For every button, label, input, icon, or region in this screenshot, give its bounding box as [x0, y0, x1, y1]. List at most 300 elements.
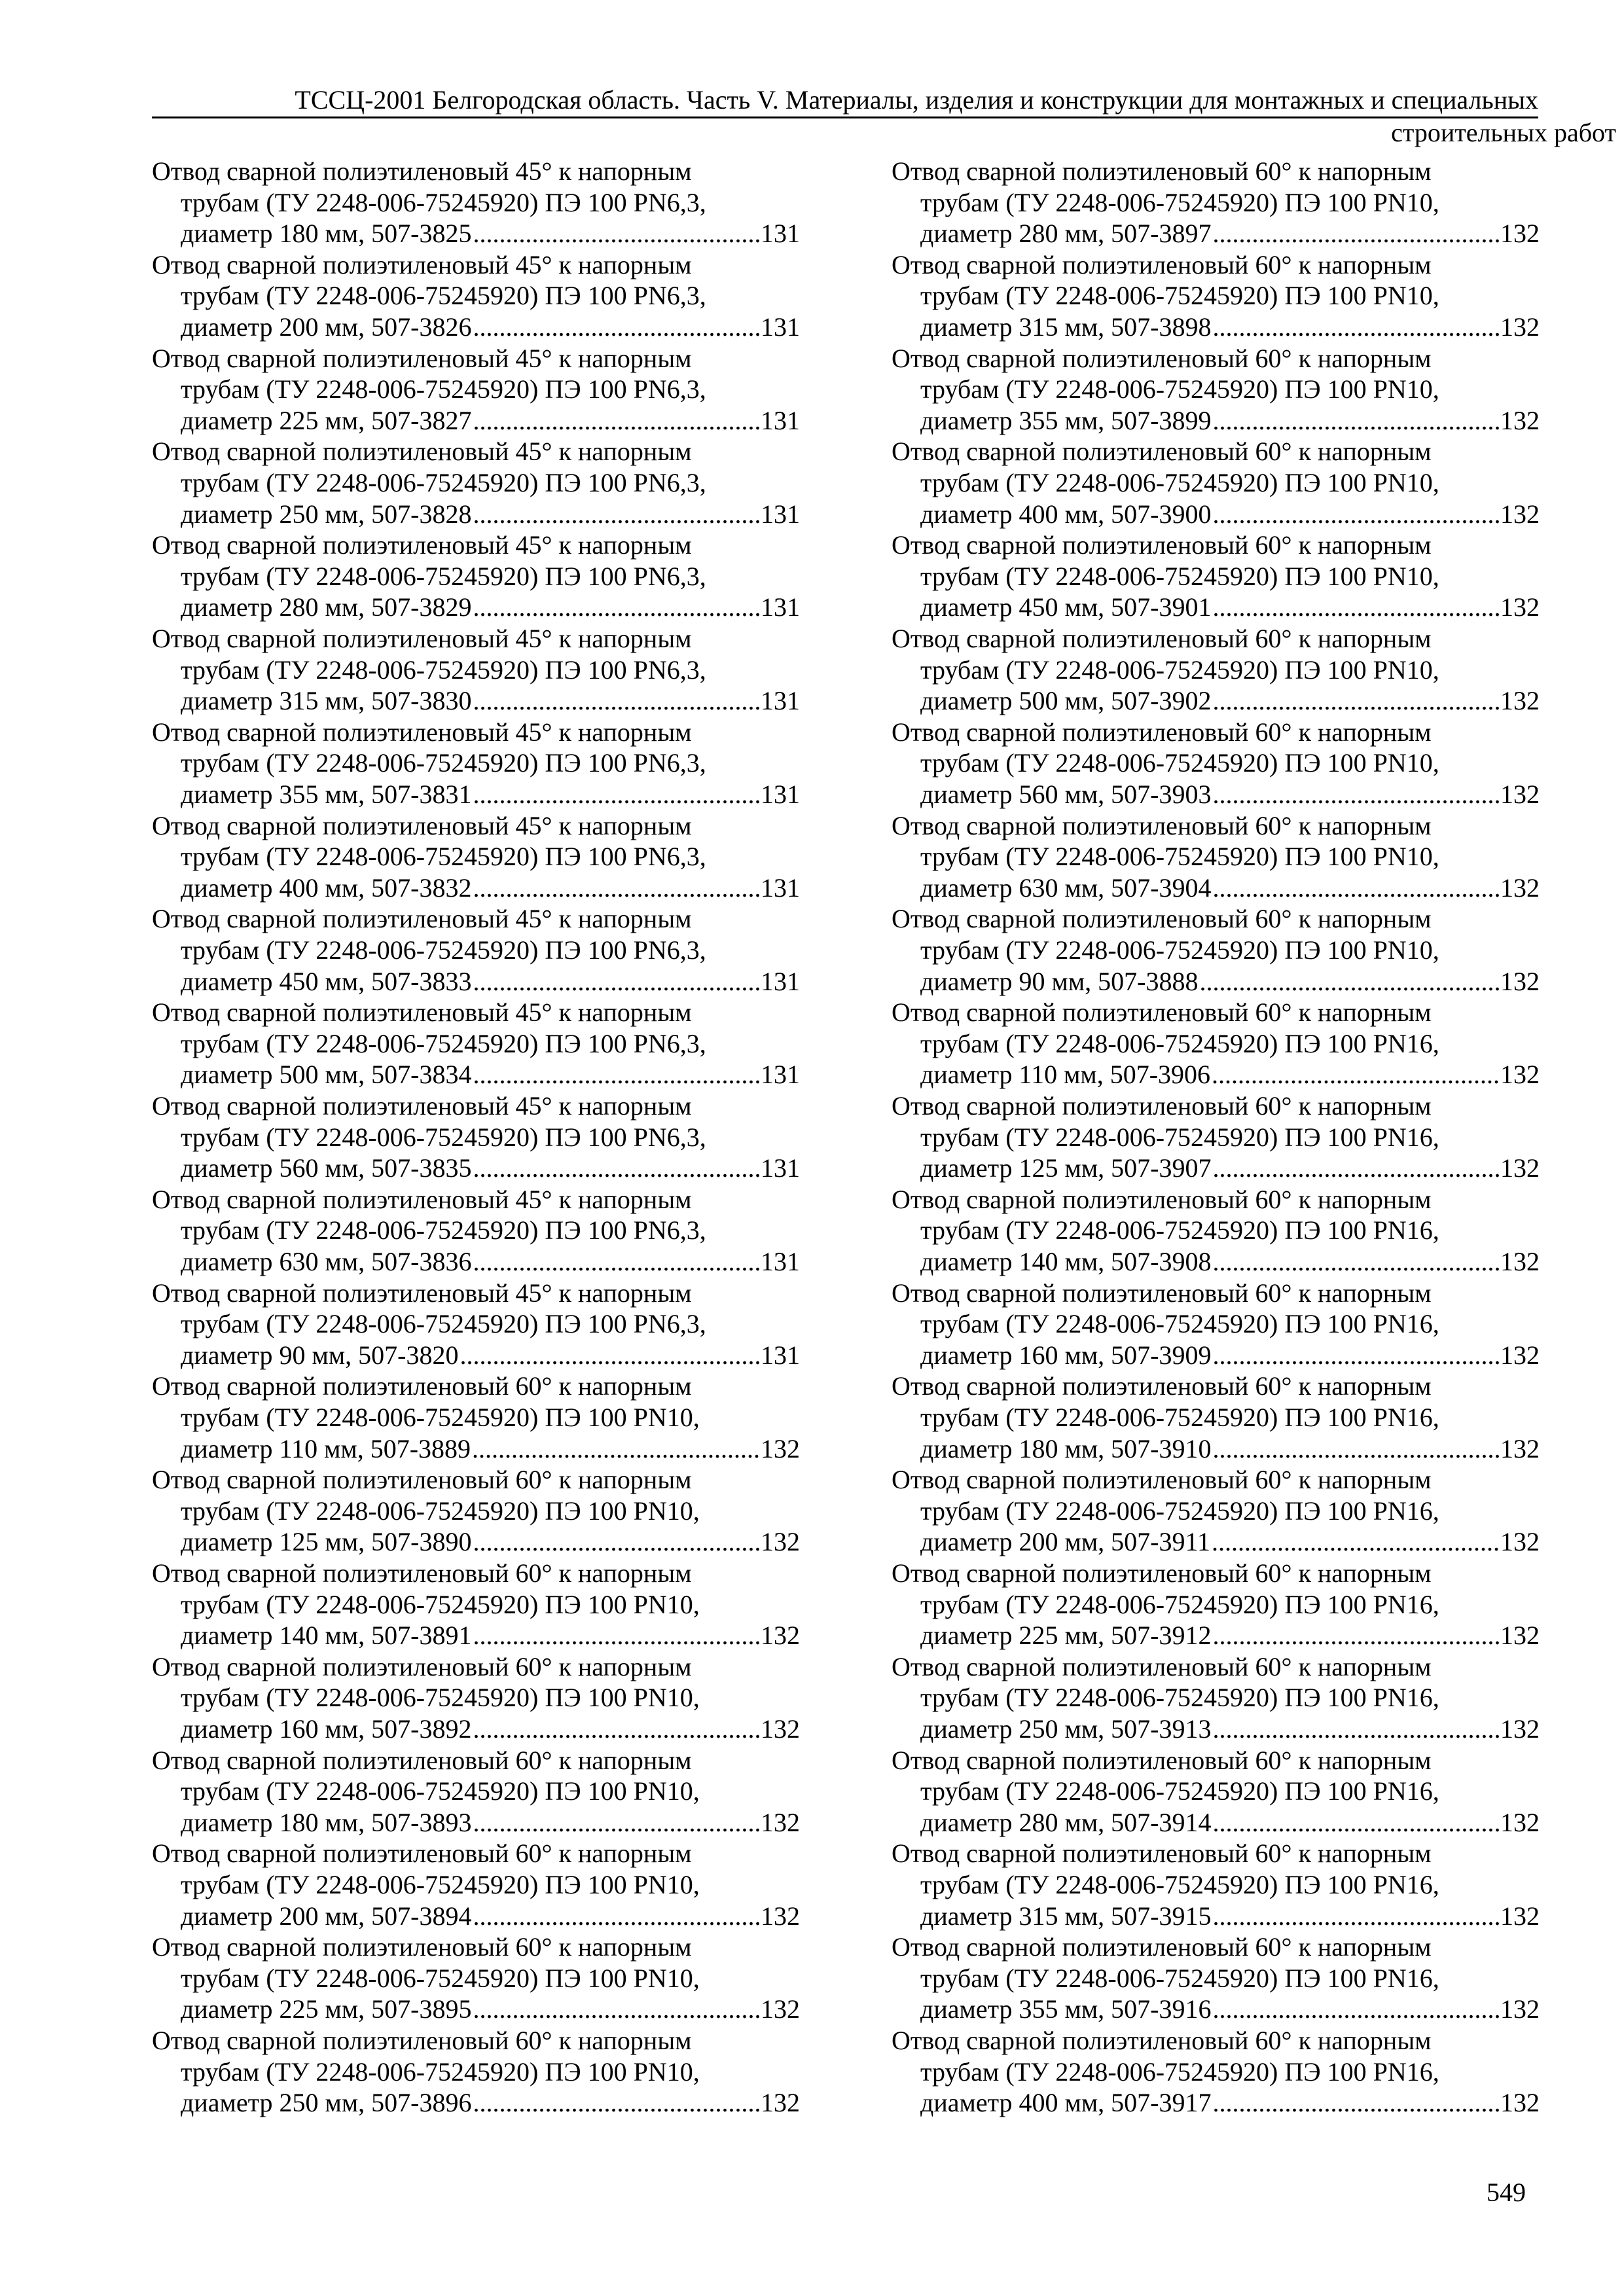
entry-diameter-code: диаметр 200 мм, 507-3911 [920, 1527, 1211, 1557]
dot-leader [1213, 1246, 1500, 1278]
index-column-left [152, 156, 800, 2119]
entry-spec: трубам (ТУ 2248-006-75245920) ПЭ 100 PN10, [920, 842, 1439, 872]
entry-page-ref: 132 [761, 1433, 800, 1463]
dot-leader [1213, 1153, 1500, 1184]
entry-spec: трубам (ТУ 2248-006-75245920) ПЭ 100 PN16, [920, 1963, 1439, 1993]
index-entry [892, 1651, 1540, 1745]
entry-spec: трубам (ТУ 2248-006-75245920) ПЭ 100 PN6,3, [181, 281, 706, 311]
index-entry [152, 1651, 800, 1745]
entry-diameter-code: диаметр 450 мм, 507-3833 [181, 966, 472, 996]
index-entry [892, 249, 1540, 343]
entry-detail-line [152, 685, 800, 717]
entry-page-ref: 132 [1500, 499, 1540, 529]
dot-leader [1212, 1526, 1499, 1558]
entry-page-ref: 132 [761, 1527, 800, 1557]
entry-page-ref: 131 [761, 592, 800, 622]
entry-diameter-code: диаметр 400 мм, 507-3832 [181, 872, 472, 903]
entry-diameter-code: диаметр 630 мм, 507-3904 [920, 872, 1212, 903]
index-entry [892, 1931, 1540, 2025]
dot-leader [1213, 1433, 1500, 1465]
entry-detail-line [892, 1153, 1540, 1184]
entry-diameter-code: диаметр 500 мм, 507-3834 [181, 1060, 472, 1090]
entry-diameter-code: диаметр 280 мм, 507-3914 [920, 1807, 1212, 1837]
entry-spec: трубам (ТУ 2248-006-75245920) ПЭ 100 PN6,3, [181, 1122, 706, 1152]
dot-leader [473, 1153, 760, 1184]
entry-detail-line [892, 1807, 1540, 1839]
entry-title: Отвод сварной полиэтиленовый 45° к напорным [152, 623, 692, 653]
entry-detail-line [152, 779, 800, 810]
entry-page-ref: 132 [1500, 966, 1540, 996]
entry-page-ref: 132 [761, 1994, 800, 2024]
entry-title: Отвод сварной полиэтиленовый 60° к напорным [152, 1932, 692, 1962]
entry-spec: трубам (ТУ 2248-006-75245920) ПЭ 100 PN16, [920, 1028, 1439, 1058]
entry-title: Отвод сварной полиэтиленовый 60° к напорным [892, 623, 1432, 653]
entry-detail-line [152, 1901, 800, 1932]
entry-detail-line [152, 1153, 800, 1184]
entry-spec: трубам (ТУ 2248-006-75245920) ПЭ 100 PN6,3, [181, 935, 706, 965]
entry-detail-line [892, 966, 1540, 997]
entry-page-ref: 132 [761, 1713, 800, 1744]
entry-diameter-code: диаметр 160 мм, 507-3892 [181, 1713, 472, 1744]
entry-spec: трубам (ТУ 2248-006-75245920) ПЭ 100 PN16, [920, 1683, 1439, 1713]
entry-spec: трубам (ТУ 2248-006-75245920) ПЭ 100 PN6,3, [181, 748, 706, 778]
entry-page-ref: 132 [1500, 779, 1540, 809]
dot-leader [473, 1713, 760, 1745]
entry-diameter-code: диаметр 355 мм, 507-3899 [920, 405, 1212, 435]
dot-leader [1213, 1713, 1500, 1745]
entry-spec: трубам (ТУ 2248-006-75245920) ПЭ 100 PN6,3, [181, 655, 706, 685]
dot-leader [1213, 685, 1500, 717]
entry-detail-line [152, 872, 800, 904]
index-entry [152, 1931, 800, 2025]
entry-title: Отвод сварной полиэтиленовый 60° к напорным [892, 997, 1432, 1028]
entry-title: Отвод сварной полиэтиленовый 45° к напорным [152, 156, 692, 186]
entry-diameter-code: диаметр 400 мм, 507-3900 [920, 499, 1212, 529]
index-entry [152, 1838, 800, 1931]
entry-spec: трубам (ТУ 2248-006-75245920) ПЭ 100 PN16, [920, 1496, 1439, 1526]
entry-spec: трубам (ТУ 2248-006-75245920) ПЭ 100 PN6,3, [181, 561, 706, 591]
entry-spec: трубам (ТУ 2248-006-75245920) ПЭ 100 PN6,3, [181, 467, 706, 497]
entry-title: Отвод сварной полиэтиленовый 45° к напорным [152, 249, 692, 279]
dot-leader [1213, 499, 1500, 530]
dot-leader [473, 1246, 760, 1278]
entry-title: Отвод сварной полиэтиленовый 60° к напорным [892, 717, 1432, 747]
entry-title: Отвод сварной полиэтиленовый 60° к напорным [892, 810, 1432, 840]
dot-leader [473, 685, 760, 717]
entry-page-ref: 132 [1500, 686, 1540, 716]
entry-detail-line [892, 499, 1540, 530]
index-entry [152, 529, 800, 623]
entry-detail-line [892, 1340, 1540, 1371]
index-entry [152, 810, 800, 904]
entry-diameter-code: диаметр 250 мм, 507-3828 [181, 499, 472, 529]
entry-detail-line [892, 779, 1540, 810]
entry-detail-line [152, 1994, 800, 2025]
entry-diameter-code: диаметр 355 мм, 507-3916 [920, 1994, 1212, 2024]
entry-page-ref: 131 [761, 1060, 800, 1090]
index-entry [892, 810, 1540, 904]
entry-title: Отвод сварной полиэтиленовый 60° к напорным [892, 1465, 1432, 1495]
entry-detail-line [152, 966, 800, 997]
entry-spec: трубам (ТУ 2248-006-75245920) ПЭ 100 PN10, [920, 281, 1439, 311]
entry-diameter-code: диаметр 110 мм, 507-3889 [181, 1433, 471, 1463]
entry-detail-line [152, 499, 800, 530]
index-column-right [892, 156, 1540, 2119]
index-entry [152, 997, 800, 1090]
dot-leader [473, 1807, 760, 1839]
entry-diameter-code: диаметр 315 мм, 507-3898 [920, 312, 1212, 342]
dot-leader [1213, 779, 1500, 810]
index-entry [152, 343, 800, 437]
entry-detail-line [892, 312, 1540, 343]
entry-spec: трубам (ТУ 2248-006-75245920) ПЭ 100 PN6,3, [181, 1309, 706, 1339]
entry-spec: трубам (ТУ 2248-006-75245920) ПЭ 100 PN16, [920, 1869, 1439, 1899]
entry-page-ref: 132 [761, 1807, 800, 1837]
index-entry [892, 903, 1540, 997]
entry-page-ref: 132 [1500, 312, 1540, 342]
entry-spec: трубам (ТУ 2248-006-75245920) ПЭ 100 PN10, [181, 2056, 700, 2087]
entry-diameter-code: диаметр 225 мм, 507-3912 [920, 1621, 1212, 1651]
entry-diameter-code: диаметр 250 мм, 507-3913 [920, 1713, 1212, 1744]
entry-diameter-code: диаметр 315 мм, 507-3915 [920, 1901, 1212, 1931]
index-entry [152, 1184, 800, 1278]
entry-title: Отвод сварной полиэтиленовый 60° к напорным [152, 2025, 692, 2055]
entry-detail-line [892, 1994, 1540, 2025]
entry-spec: трубам (ТУ 2248-006-75245920) ПЭ 100 PN10, [920, 561, 1439, 591]
entry-spec: трубам (ТУ 2248-006-75245920) ПЭ 100 PN6,3, [181, 842, 706, 872]
index-entry [892, 1278, 1540, 1371]
dot-leader [473, 1901, 760, 1932]
entry-detail-line [152, 405, 800, 437]
entry-title: Отвод сварной полиэтиленовый 60° к напорным [892, 1745, 1432, 1775]
entry-spec: трубам (ТУ 2248-006-75245920) ПЭ 100 PN6,3, [181, 187, 706, 217]
entry-page-ref: 132 [1500, 592, 1540, 622]
entry-detail-line [152, 1433, 800, 1465]
index-entry [892, 1371, 1540, 1464]
running-header [152, 84, 1538, 118]
entry-title: Отвод сварной полиэтиленовый 60° к напорным [892, 1184, 1432, 1214]
dot-leader [1213, 1807, 1500, 1839]
entry-diameter-code: диаметр 180 мм, 507-3910 [920, 1433, 1212, 1463]
entry-title: Отвод сварной полиэтиленовый 60° к напорным [892, 1371, 1432, 1401]
index-entry [152, 2025, 800, 2119]
entry-diameter-code: диаметр 110 мм, 507-3906 [920, 1060, 1211, 1090]
entry-title: Отвод сварной полиэтиленовый 45° к напорным [152, 437, 692, 467]
entry-spec: трубам (ТУ 2248-006-75245920) ПЭ 100 PN10, [181, 1589, 700, 1619]
entry-diameter-code: диаметр 225 мм, 507-3895 [181, 1994, 472, 2024]
dot-leader [1213, 218, 1500, 249]
entry-spec: трубам (ТУ 2248-006-75245920) ПЭ 100 PN10, [920, 187, 1439, 217]
entry-title: Отвод сварной полиэтиленовый 45° к напорным [152, 343, 692, 373]
entry-page-ref: 132 [1500, 872, 1540, 903]
dot-leader [473, 1620, 760, 1651]
index-entry [152, 623, 800, 717]
index-entry [892, 623, 1540, 717]
entry-page-ref: 131 [761, 405, 800, 435]
entry-page-ref: 132 [1500, 1433, 1540, 1463]
index-entry [892, 156, 1540, 249]
entry-detail-line [152, 218, 800, 249]
entry-diameter-code: диаметр 140 мм, 507-3908 [920, 1246, 1212, 1276]
dot-leader [473, 2087, 760, 2119]
entry-detail-line [152, 1526, 800, 1558]
entry-spec: трубам (ТУ 2248-006-75245920) ПЭ 100 PN6,3, [181, 1028, 706, 1058]
entry-title: Отвод сварной полиэтиленовый 60° к напорным [892, 437, 1432, 467]
entry-spec: трубам (ТУ 2248-006-75245920) ПЭ 100 PN10, [181, 1402, 700, 1432]
dot-leader [1200, 966, 1500, 997]
entry-diameter-code: диаметр 280 мм, 507-3897 [920, 219, 1212, 249]
entry-detail-line [152, 2087, 800, 2119]
entry-page-ref: 132 [1500, 1621, 1540, 1651]
entry-detail-line [892, 1059, 1540, 1090]
entry-diameter-code: диаметр 125 мм, 507-3890 [181, 1527, 472, 1557]
dot-leader [1213, 1994, 1500, 2025]
dot-leader [473, 592, 760, 623]
entry-spec: трубам (ТУ 2248-006-75245920) ПЭ 100 PN10, [181, 1683, 700, 1713]
dot-leader [473, 779, 760, 810]
entry-spec: трубам (ТУ 2248-006-75245920) ПЭ 100 PN6,3, [181, 1215, 706, 1246]
entry-title: Отвод сварной полиэтиленовый 60° к напорным [892, 1651, 1432, 1681]
entry-diameter-code: диаметр 450 мм, 507-3901 [920, 592, 1212, 622]
dot-leader [473, 1994, 760, 2025]
entry-page-ref: 131 [761, 779, 800, 809]
index-entry [152, 1371, 800, 1464]
entry-page-ref: 132 [1500, 219, 1540, 249]
entry-diameter-code: диаметр 180 мм, 507-3825 [181, 219, 472, 249]
entry-title: Отвод сварной полиэтиленовый 45° к напорным [152, 810, 692, 840]
entry-page-ref: 132 [1500, 1340, 1540, 1370]
entry-detail-line [152, 592, 800, 623]
index-entry [152, 156, 800, 249]
entry-title: Отвод сварной полиэтиленовый 60° к напорным [892, 530, 1432, 560]
entry-diameter-code: диаметр 200 мм, 507-3826 [181, 312, 472, 342]
dot-leader [473, 218, 760, 249]
entry-diameter-code: диаметр 400 мм, 507-3917 [920, 2088, 1212, 2118]
entry-title: Отвод сварной полиэтиленовый 60° к напорным [152, 1839, 692, 1869]
entry-detail-line [892, 872, 1540, 904]
index-entry [892, 1838, 1540, 1931]
entry-spec: трубам (ТУ 2248-006-75245920) ПЭ 100 PN10, [181, 1776, 700, 1806]
entry-spec: трубам (ТУ 2248-006-75245920) ПЭ 100 PN16, [920, 2056, 1439, 2087]
entry-diameter-code: диаметр 560 мм, 507-3835 [181, 1153, 472, 1183]
entry-page-ref: 132 [1500, 1901, 1540, 1931]
dot-leader [473, 1526, 760, 1558]
dot-leader [1213, 1620, 1500, 1651]
entry-detail-line [892, 405, 1540, 437]
entry-title: Отвод сварной полиэтиленовый 45° к напорным [152, 530, 692, 560]
entry-title: Отвод сварной полиэтиленовый 45° к напорным [152, 1090, 692, 1121]
index-entry [152, 1278, 800, 1371]
entry-detail-line [152, 1713, 800, 1745]
entry-detail-line [892, 2087, 1540, 2119]
entry-title: Отвод сварной полиэтиленовый 45° к напорным [152, 904, 692, 934]
entry-page-ref: 132 [1500, 2088, 1540, 2118]
running-header-title-continued: строительных работ [1391, 118, 1616, 147]
index-entry [892, 2025, 1540, 2119]
index-entry [892, 1090, 1540, 1184]
dot-leader [473, 312, 760, 343]
entry-detail-line [892, 1433, 1540, 1465]
entry-diameter-code: диаметр 180 мм, 507-3893 [181, 1807, 472, 1837]
dot-leader [460, 1340, 760, 1371]
entry-title: Отвод сварной полиэтиленовый 45° к напорным [152, 997, 692, 1028]
entry-title: Отвод сварной полиэтиленовый 60° к напорным [152, 1465, 692, 1495]
entry-page-ref: 131 [761, 1340, 800, 1370]
entry-page-ref: 132 [1500, 1527, 1540, 1557]
index-entry [152, 249, 800, 343]
entry-detail-line [892, 1901, 1540, 1932]
dot-leader [1213, 592, 1500, 623]
index-entry [152, 1558, 800, 1651]
index-entry [152, 1090, 800, 1184]
dot-leader [473, 966, 760, 997]
entry-spec: трубам (ТУ 2248-006-75245920) ПЭ 100 PN10, [181, 1496, 700, 1526]
entry-diameter-code: диаметр 200 мм, 507-3894 [181, 1901, 472, 1931]
entry-page-ref: 131 [761, 872, 800, 903]
dot-leader [1212, 1059, 1499, 1090]
dot-leader [1213, 405, 1500, 437]
entry-page-ref: 131 [761, 1246, 800, 1276]
dot-leader [1213, 2087, 1500, 2119]
entry-spec: трубам (ТУ 2248-006-75245920) ПЭ 100 PN16, [920, 1402, 1439, 1432]
entry-page-ref: 132 [1500, 1994, 1540, 2024]
entry-title: Отвод сварной полиэтиленовый 60° к напорным [152, 1651, 692, 1681]
running-header-title: ТССЦ-2001 Белгородская область. Часть V. Материалы, изделия и конструкции для монтажных и специальных [295, 85, 1538, 115]
entry-title: Отвод сварной полиэтиленовый 60° к напорным [892, 904, 1432, 934]
entry-page-ref: 131 [761, 966, 800, 996]
entry-detail-line [892, 685, 1540, 717]
entry-page-ref: 131 [761, 219, 800, 249]
index-entry [892, 1558, 1540, 1651]
entry-diameter-code: диаметр 90 мм, 507-3888 [920, 966, 1199, 996]
entry-spec: трубам (ТУ 2248-006-75245920) ПЭ 100 PN10, [920, 374, 1439, 404]
entry-diameter-code: диаметр 315 мм, 507-3830 [181, 686, 472, 716]
entry-title: Отвод сварной полиэтиленовый 60° к напорным [892, 1558, 1432, 1588]
entry-spec: трубам (ТУ 2248-006-75245920) ПЭ 100 PN6,3, [181, 374, 706, 404]
entry-spec: трубам (ТУ 2248-006-75245920) ПЭ 100 PN16, [920, 1309, 1439, 1339]
entry-spec: трубам (ТУ 2248-006-75245920) ПЭ 100 PN16, [920, 1589, 1439, 1619]
entry-diameter-code: диаметр 355 мм, 507-3831 [181, 779, 472, 809]
entry-detail-line [152, 1807, 800, 1839]
entry-detail-line [152, 1620, 800, 1651]
entry-title: Отвод сварной полиэтиленовый 60° к напорным [892, 1839, 1432, 1869]
index-entry [892, 717, 1540, 810]
index-entry [152, 717, 800, 810]
entry-page-ref: 132 [1500, 1153, 1540, 1183]
dot-leader [473, 405, 760, 437]
entry-title: Отвод сварной полиэтиленовый 45° к напорным [152, 717, 692, 747]
entry-page-ref: 131 [761, 686, 800, 716]
entry-diameter-code: диаметр 280 мм, 507-3829 [181, 592, 472, 622]
entry-page-ref: 132 [1500, 1060, 1540, 1090]
index-entry [152, 1745, 800, 1839]
entry-diameter-code: диаметр 250 мм, 507-3896 [181, 2088, 472, 2118]
entry-title: Отвод сварной полиэтиленовый 60° к напорным [892, 1090, 1432, 1121]
index-entry [152, 903, 800, 997]
dot-leader [1213, 1340, 1500, 1371]
entry-spec: трубам (ТУ 2248-006-75245920) ПЭ 100 PN10, [920, 467, 1439, 497]
index-entry [892, 1464, 1540, 1558]
index-entry [892, 1745, 1540, 1839]
entry-title: Отвод сварной полиэтиленовый 60° к напорным [892, 249, 1432, 279]
entry-diameter-code: диаметр 90 мм, 507-3820 [181, 1340, 459, 1370]
entry-title: Отвод сварной полиэтиленовый 60° к напорным [892, 1932, 1432, 1962]
entry-title: Отвод сварной полиэтиленовый 60° к напорным [892, 1278, 1432, 1308]
entry-page-ref: 131 [761, 312, 800, 342]
entry-title: Отвод сварной полиэтиленовый 60° к напорным [892, 343, 1432, 373]
entry-title: Отвод сварной полиэтиленовый 45° к напорным [152, 1278, 692, 1308]
entry-detail-line [892, 1246, 1540, 1278]
entry-spec: трубам (ТУ 2248-006-75245920) ПЭ 100 PN16, [920, 1122, 1439, 1152]
dot-leader [473, 872, 760, 904]
entry-spec: трубам (ТУ 2248-006-75245920) ПЭ 100 PN10, [181, 1869, 700, 1899]
entry-detail-line [892, 218, 1540, 249]
dot-leader [1213, 872, 1500, 904]
entry-title: Отвод сварной полиэтиленовый 60° к напорным [152, 1558, 692, 1588]
entry-page-ref: 132 [1500, 1713, 1540, 1744]
entry-diameter-code: диаметр 125 мм, 507-3907 [920, 1153, 1212, 1183]
entry-diameter-code: диаметр 160 мм, 507-3909 [920, 1340, 1212, 1370]
entry-spec: трубам (ТУ 2248-006-75245920) ПЭ 100 PN16, [920, 1215, 1439, 1246]
entry-page-ref: 132 [1500, 1807, 1540, 1837]
entry-title: Отвод сварной полиэтиленовый 60° к напорным [152, 1371, 692, 1401]
entry-diameter-code: диаметр 560 мм, 507-3903 [920, 779, 1212, 809]
entry-detail-line [152, 1059, 800, 1090]
entry-title: Отвод сварной полиэтиленовый 60° к напорным [892, 2025, 1432, 2055]
entry-title: Отвод сварной полиэтиленовый 60° к напорным [892, 156, 1432, 186]
entry-title: Отвод сварной полиэтиленовый 45° к напорным [152, 1184, 692, 1214]
dot-leader [473, 1059, 760, 1090]
entry-page-ref: 132 [1500, 1246, 1540, 1276]
entry-spec: трубам (ТУ 2248-006-75245920) ПЭ 100 PN10, [920, 748, 1439, 778]
entry-diameter-code: диаметр 630 мм, 507-3836 [181, 1246, 472, 1276]
entry-page-ref: 132 [761, 1901, 800, 1931]
entry-spec: трубам (ТУ 2248-006-75245920) ПЭ 100 PN10, [181, 1963, 700, 1993]
entry-diameter-code: диаметр 140 мм, 507-3891 [181, 1621, 472, 1651]
entry-title: Отвод сварной полиэтиленовый 60° к напорным [152, 1745, 692, 1775]
entry-spec: трубам (ТУ 2248-006-75245920) ПЭ 100 PN10, [920, 935, 1439, 965]
dot-leader [1213, 1901, 1500, 1932]
entry-page-ref: 132 [761, 1621, 800, 1651]
entry-page-ref: 132 [1500, 405, 1540, 435]
entry-detail-line [892, 592, 1540, 623]
index-entry [892, 997, 1540, 1090]
entry-detail-line [892, 1526, 1540, 1558]
entry-page-ref: 131 [761, 1153, 800, 1183]
dot-leader [473, 499, 760, 530]
index-entry [892, 529, 1540, 623]
index-entry [892, 1184, 1540, 1278]
entry-detail-line [892, 1713, 1540, 1745]
entry-detail-line [152, 312, 800, 343]
index-entry [892, 343, 1540, 437]
entry-diameter-code: диаметр 225 мм, 507-3827 [181, 405, 472, 435]
entry-detail-line [152, 1340, 800, 1371]
index-entry [152, 436, 800, 529]
entry-spec: трубам (ТУ 2248-006-75245920) ПЭ 100 PN16, [920, 1776, 1439, 1806]
dot-leader [472, 1433, 759, 1465]
entry-detail-line [152, 1246, 800, 1278]
entry-diameter-code: диаметр 500 мм, 507-3902 [920, 686, 1212, 716]
index-entry [152, 1464, 800, 1558]
entry-page-ref: 132 [761, 2088, 800, 2118]
dot-leader [1213, 312, 1500, 343]
page-number: 549 [1487, 2178, 1526, 2207]
entry-page-ref: 131 [761, 499, 800, 529]
entry-spec: трубам (ТУ 2248-006-75245920) ПЭ 100 PN10, [920, 655, 1439, 685]
entry-detail-line [892, 1620, 1540, 1651]
index-entry [892, 436, 1540, 529]
